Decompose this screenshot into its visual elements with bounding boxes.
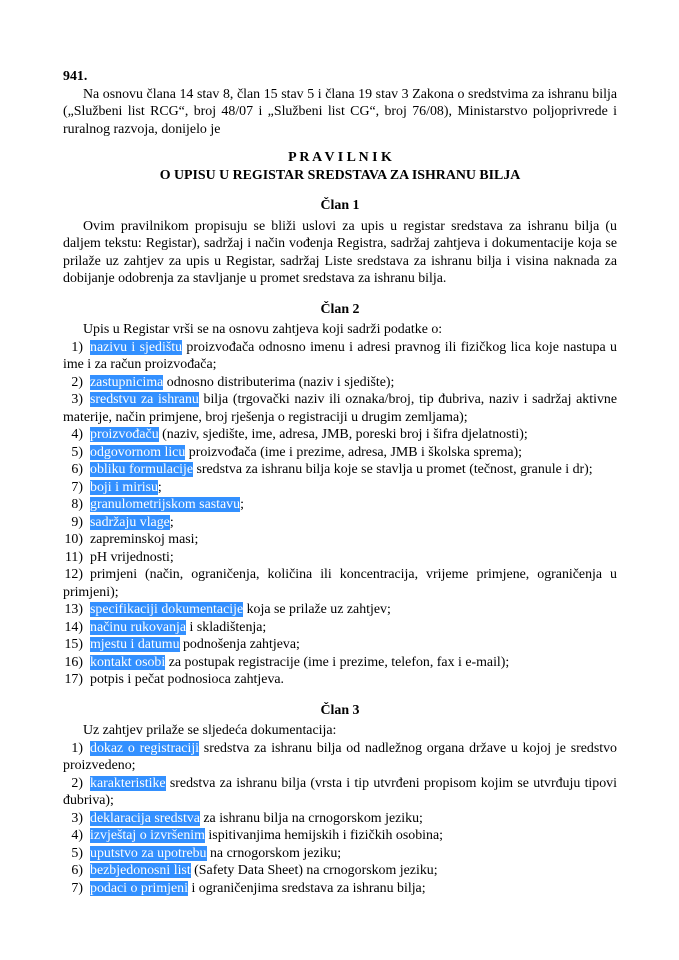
article-3-heading: Član 3 [320,702,360,718]
highlighted-term: uputstvo za upotrebu [90,845,207,861]
highlighted-term: mjestu i datumu [90,637,180,652]
article-3 [63,702,617,898]
item-text: odnosno distributerima (naziv i sjedište); [163,374,395,390]
item-number: 13) [64,602,83,617]
item-text: proizvođača (ime i prezime, adresa, JMB i školska sprema); [185,444,523,460]
item-number: 2) [71,775,83,791]
item-text: ; [169,514,174,530]
highlighted-term: proizvođaču [90,427,159,442]
item-number: 17) [64,672,83,687]
highlighted-term: boji i mirisu [90,479,158,495]
highlighted-term: nazivu i sjedištu [90,339,183,355]
item-number: 15) [64,637,83,652]
item-text: i skladištenja; [186,619,267,635]
highlighted-term: deklaracija sredstva [90,810,200,826]
item-number: 7) [71,880,83,896]
highlighted-term: sredstvu za ishranu [90,392,199,407]
item-number: 2) [71,374,83,390]
item-number: 16) [64,654,83,670]
highlighted-term: zastupnicima [90,374,164,390]
item-text: sredstva za ishranu bilja koje se stavlja u promet (tečnost, granule i dr); [193,462,593,477]
list-item [63,549,617,567]
item-number: 5) [71,845,83,861]
item-number: 7) [71,479,83,495]
list-item [63,880,617,898]
item-number: 4) [71,828,83,843]
highlighted-term: izvještaj o izvršenim [90,828,205,843]
item-text: sredstva za ishranu bilja od nadležnog organa države u kojoj je sredstvo proizvedeno; [63,740,618,773]
article-1-body: Ovim pravilnikom propisuju se bliži uslovi za upis u registar sredstava za ishranu bilja (u daljem tekstu: Registar), sadržaj i način vođenja Registra, sadržaj zahtjeva i dokumentacije koja se prilaže uz zahtjev za upis u Registar, sadržaj Liste sredstava za ishranu bilja i visina naknada za dobijanje odobrenja za stavljanje u promet sredstava za ishranu bilja. [63,218,617,286]
list-item [63,636,617,654]
list-item [63,862,617,880]
list-item [63,775,617,810]
highlighted-term: karakteristike [90,775,166,791]
item-number: 10) [64,532,83,547]
article-1-heading: Član 1 [320,198,360,213]
list-item [63,444,617,462]
item-number: 3) [71,810,83,826]
item-text: bilja (trgovački naziv ili oznaka/broj, tip đubriva, naziv i sadržaj aktivne materije, način primjene, broj rješenja o registraciji u drugim zemljama); [63,392,617,425]
item-number: 9) [71,514,83,530]
list-item [63,740,617,775]
item-number: 1) [71,339,83,355]
item-text: ispitivanjima hemijskih i fizičkih osobina; [204,828,443,843]
item-number: 3) [71,392,83,407]
document-subtitle: O UPISU U REGISTAR SREDSTAVA ZA ISHRANU BILJA [159,167,521,183]
item-text: ; [157,479,162,495]
document-number: 941. [63,69,88,84]
item-text: na crnogorskom jeziku; [206,845,342,861]
item-text: potpis i pečat podnosioca zahtjeva. [90,672,285,687]
item-text: zapreminskoj masi; [90,532,199,547]
highlighted-term: načinu rukovanja [90,619,187,635]
item-text: proizvođača odnosno imenu i adresi pravnog ili fizičkog lica koje nastupa u ime i za račun proizvođača; [63,339,617,372]
preamble: Na osnovu člana 14 stav 8, član 15 stav 5 i člana 19 stav 3 Zakona o sredstvima za ishranu bilja („Službeni list RCG“, broj 48/07 i „Službeni list CG“, broj 76/08), Ministarstvo poljoprivrede i ruralnog razvoja, donijelo je [63,86,617,137]
highlighted-term: granulometrijskom sastavu [90,497,241,512]
item-text: pH vrijednosti; [90,549,174,565]
item-number: 12) [64,567,83,582]
item-text: podnošenja zahtjeva; [179,637,300,652]
item-number: 1) [71,740,83,756]
highlighted-term: obliku formulacije [90,462,193,477]
article-2 [63,301,617,689]
article-3-list [63,740,617,898]
list-item [63,845,617,863]
list-item [63,654,617,672]
highlighted-term: sadržaju vlage [90,514,170,530]
item-text: i ograničenjima sredstava za ishranu bilja; [187,880,426,896]
item-number: 11) [64,549,83,565]
list-item [63,374,617,392]
item-text: za ishranu bilja na crnogorskom jeziku; [199,810,423,826]
list-item [63,531,617,549]
article-2-lead: Upis u Registar vrši se na osnovu zahtjeva koji sadrži podatke o: [83,322,443,337]
title-block [63,149,617,184]
highlighted-term: kontakt osobi [90,654,166,670]
article-2-heading: Član 2 [320,301,360,317]
item-number: 4) [71,427,83,442]
list-item [63,339,617,374]
item-text: sredstva za ishranu bilja (vrsta i tip utvrđeni propisom kojim se utvrđuju tipovi đubriva); [63,775,617,808]
item-text: ; [240,497,244,512]
list-item [63,601,617,619]
item-text: (Safety Data Sheet) na crnogorskom jeziku; [190,863,438,878]
item-text: koja se prilaže uz zahtjev; [243,602,391,617]
list-item [63,671,617,689]
highlighted-term: bezbjedonosni list [90,863,191,878]
item-text: primjeni (način, ograničenja, količina ili koncentracija, vrijeme primjene, ograničenja u primjeni); [63,567,617,600]
article-3-lead: Uz zahtjev prilaže se sljedeća dokumentacija: [83,723,337,738]
list-item [63,461,617,479]
item-number: 14) [64,619,83,635]
list-item [63,391,617,426]
list-item [63,827,617,845]
item-number: 6) [71,863,83,878]
list-item [63,479,617,497]
highlighted-term: podaci o primjeni [90,880,188,896]
article-1 [63,197,617,288]
item-text: (naziv, sjedište, ime, adresa, JMB, poreski broj i šifra djelatnosti); [158,427,528,442]
highlighted-term: specifikaciji dokumentacije [90,602,244,617]
list-item [63,426,617,444]
list-item [63,566,617,601]
highlighted-term: odgovornom licu [90,444,186,460]
item-number: 6) [71,462,83,477]
list-item [63,619,617,637]
document-title: P R A V I L N I K [288,150,392,165]
item-text: za postupak registracije (ime i prezime, telefon, fax i e-mail); [165,654,510,670]
list-item [63,514,617,532]
list-item [63,496,617,514]
item-number: 5) [71,444,83,460]
list-item [63,810,617,828]
highlighted-term: dokaz o registraciji [90,740,200,756]
item-number: 8) [71,497,83,512]
article-2-list [63,339,617,689]
